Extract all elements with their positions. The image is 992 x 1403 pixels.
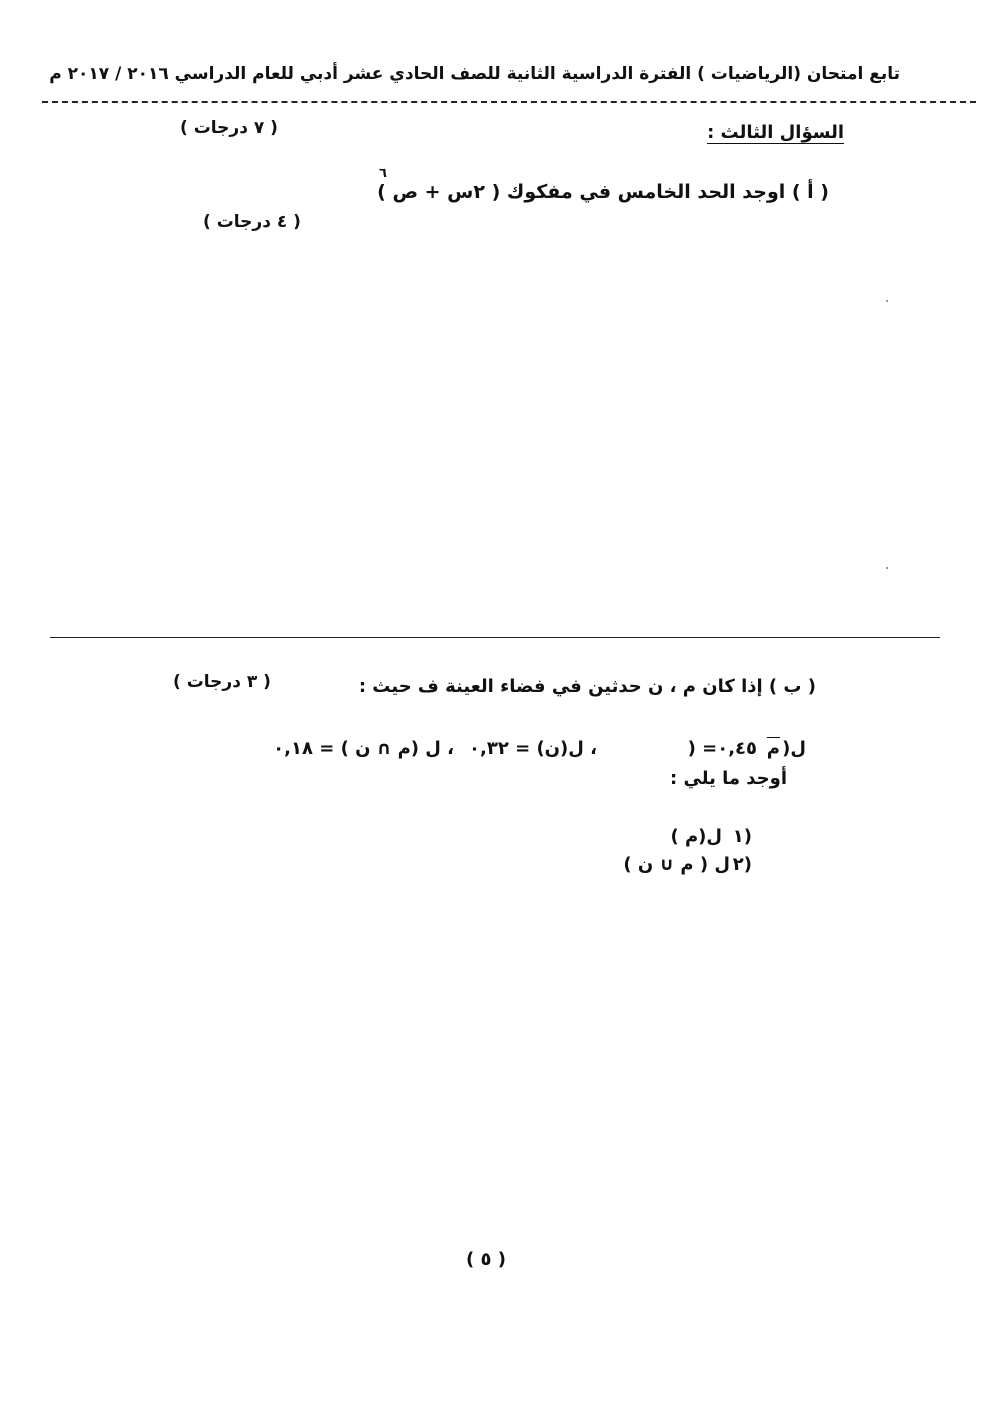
exam-header-title: تابع امتحان (الرياضيات ) الفترة الدراسية الثانية للصف الحادي عشر أدبي للعام الدراسي ٢٠١٦ / ٢٠١٧ م (49, 64, 900, 84)
given-p-intersection: ، ل (م ∩ ن ) = ٠,١٨ (273, 738, 454, 759)
part-b-question: ( ب ) إذا كان م ، ن حدثين في فضاء العينة ف حيث : (358, 676, 816, 697)
item-1-number: ١) (732, 826, 752, 847)
question-total-marks: ( ٧ درجات ) (180, 118, 278, 138)
item-2-number: ٢) (732, 854, 752, 875)
question-heading: السؤال الثالث : (707, 122, 844, 143)
header-dashed-divider (42, 101, 976, 103)
given-p-m-complement-prefix: ل( (782, 738, 806, 759)
part-a-marks: ( ٤ درجات ) (203, 212, 301, 232)
given-p-n: ، ل(ن) = ٠,٣٢ (469, 738, 597, 759)
part-b-marks: ( ٣ درجات ) (173, 672, 271, 692)
given-p-m-complement-value: ) =٠,٤٥ (687, 738, 757, 759)
find-instruction: أوجد ما يلي : (670, 768, 787, 789)
item-2-expression: ل ( م ∪ ن ) (623, 854, 730, 875)
page-number: ( ٥ ) (466, 1249, 506, 1270)
section-divider (50, 637, 940, 638)
item-1-expression: ل(م ) (670, 826, 722, 847)
part-a-question: ( أ ) اوجد الحد الخامس في مفكوك ( ٢س + ص ) (377, 181, 829, 203)
scan-speck (886, 300, 888, 302)
scan-speck (886, 567, 888, 569)
part-a-exponent: ٦ (379, 166, 387, 181)
given-p-m-complement-symbol: م (766, 738, 780, 759)
